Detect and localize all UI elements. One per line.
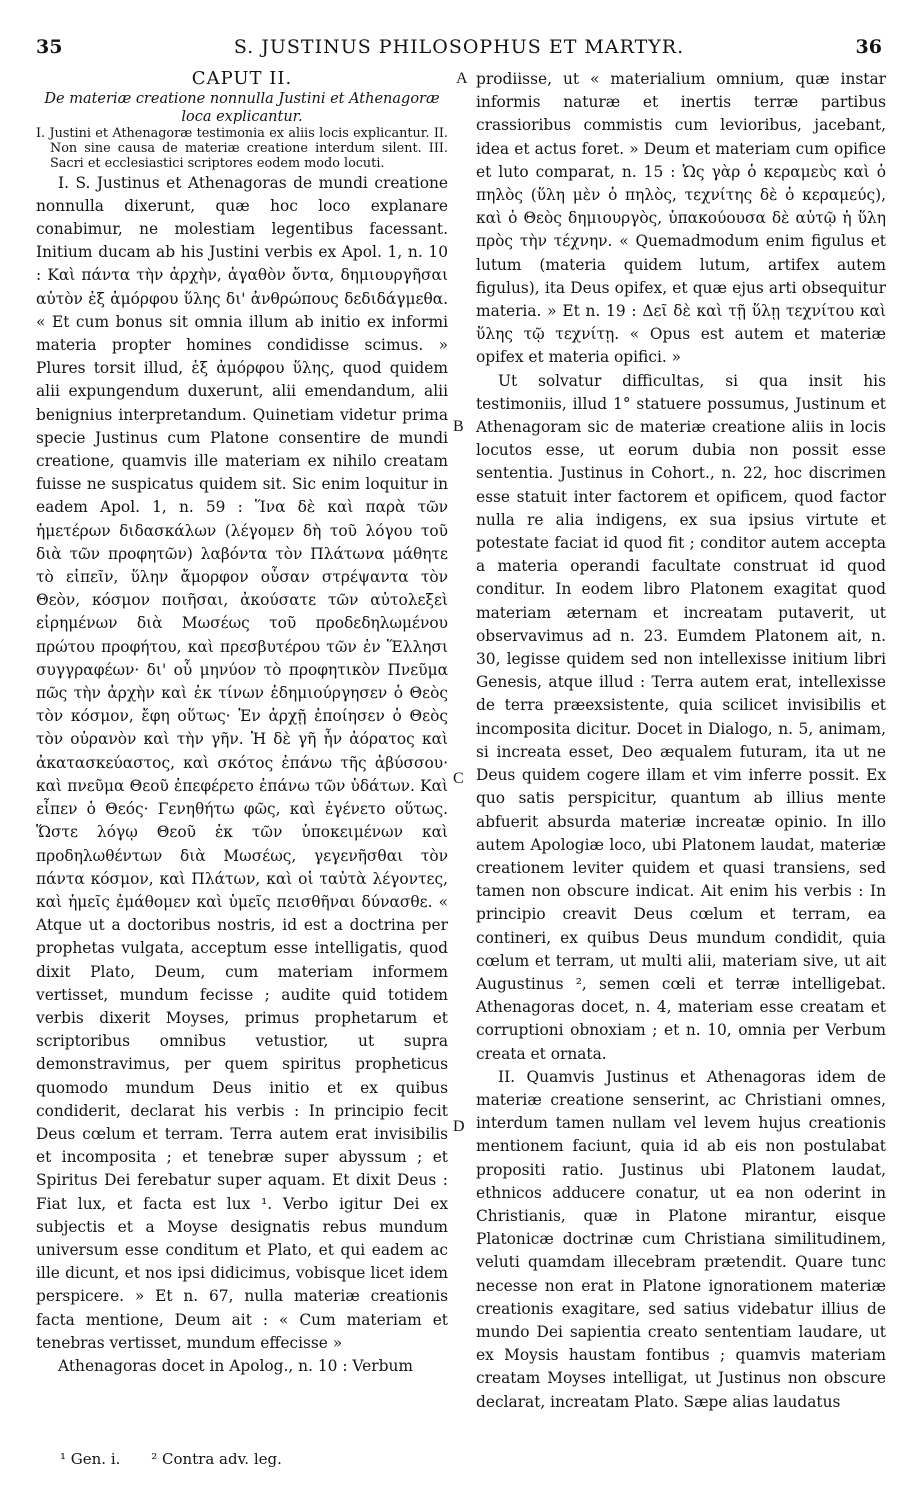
chapter-summary: I. Justini et Athenagoræ testimonia ex aliis locis explicantur. II. Non sine causa de materiæ creatione interdum silent. III. Sacri et ecclesiastici scriptores eodem modo locuti. bbox=[36, 126, 448, 172]
footnote: ² Contra adv. leg. bbox=[151, 1450, 282, 1468]
chapter-heading: CAPUT II. bbox=[191, 68, 293, 89]
left-page-number: 35 bbox=[36, 36, 63, 58]
chapter-subtitle: De materiæ creatione nonnulla Justini et Athenagoræ loca explicantur. bbox=[44, 91, 440, 125]
margin-letter-b: B bbox=[453, 418, 464, 435]
body-paragraph: I. S. Justinus et Athenagoras de mundi creatione nonnulla dixerunt, quæ hoc loco explanare conabimur, ne molestiam legentibus facessant. Initium ducam ab his Justini verbis ex Apol. 1, n. 10 : Καὶ πάντα τὴν ἀρχὴν, ἀγαθὸν ὄντα, δημιουργῆσαι αὐτὸν ἐξ ἀμόρφου ὕλης δι' ἀνθρώπους δεδιδάγμεθα. « Et cum bonus sit omnia illum ab initio ex informi materia propter homines condidisse scimus. » Plures torsit illud, ἐξ ἀμόρφου ὕλης, quod quidem alii expungendum duxerunt, alii emendandum, alii benignius interpretandum. Quinetiam videtur prima specie Justinus cum Platone consentire de mundi creatione, quamvis ille materiam ex nihilo creatam fuisse ne suspicatus quidem sit. Sic enim loquitur in eadem Apol. 1, n. 59 : Ἵνα δὲ καὶ παρὰ τῶν ἡμετέρων διδασκάλων (λέγομεν δὴ τοῦ λόγου τοῦ διὰ τῶν προφητῶν) λαβόντα τὸν Πλάτωνα μάθητε τὸ εἰπεῖν, ὕλην ἄμορφον οὖσαν στρέψαντα τὸν Θεὸν, κόσμον ποιῆσαι, ἀκούσατε τῶν αὐτολεξεὶ εἰρημένων διὰ Μωσέως τοῦ προδεδηλωμένου πρώτου προφήτου, καὶ πρεσβυτέρου τῶν ἐν Ἕλλησι συγγραφέων· δι' οὗ μηνύον τὸ προφητικὸν Πνεῦμα πῶς τὴν ἀρχὴν καὶ ἐκ τίνων ἐδημιούργησεν ὁ Θεὸς τὸν κόσμον, ἔφη οὕτως· Ἐν ἀρχῇ ἐποίησεν ὁ Θεὸς τὸν οὐρανὸν καὶ τὴν γῆν. Ἡ δὲ γῆ ἦν ἀόρατος καὶ ἀκατασκεύαστος, καὶ σκότος ἐπάνω τῆς ἀβύσσου· καὶ πνεῦμα Θεοῦ ἐπεφέρετο ἐπάνω τῶν ὑδάτων. Καὶ εἶπεν ὁ Θεός· Γενηθήτω φῶς, καὶ ἐγένετο οὕτως. Ὥστε λόγῳ Θεοῦ ἐκ τῶν ὑποκειμένων καὶ προδηλωθέντων διὰ Μωσέως, γεγενῆσθαι τὸν πάντα κόσμον, καὶ Πλάτων, καὶ οἱ ταὐτὰ λέγοντες, καὶ ἡμεῖς ἐμάθομεν καὶ ὑμεῖς πεισθῆναι δύνασθε. « Atque ut a doctoribus nostris, id est a doctrina per prophetas vulgata, acceptum esse intelligatis, quod dixit Plato, Deum, cum materiam informem vertisset, mundum fecisse ; audite quid totidem verbis dixerit Moyses, primus prophetarum et scriptoribus omnibus vetustior, ut supra demonstravimus, per quem spiritus propheticus quomodo mundum Deus initio et ex quibus condiderit, declarat his verbis : In principio fecit Deus cœlum et terram. Terra autem erat invisibilis et incomposita ; et tenebræ super abyssum ; et Spiritus Dei ferebatur super aquam. Et dixit Deus : Fiat lux, et facta est lux ¹. Verbo igitur Dei ex subjectis et a Moyse designatis rebus mundum universum esse conditum et Plato, et qui eadem ac ille dicunt, et nos ipsi didicimus, vobisque licet idem perspicere. » Et n. 67, nulla materiæ creationis facta mentione, Deum ait : « Cum materiam et tenebras vertisset, mundum effecisse » bbox=[36, 173, 448, 1352]
running-title: S. JUSTINUS PHILOSOPHUS ET MARTYR. bbox=[233, 36, 685, 58]
body-paragraph: Athenagoras docet in Apolog., n. 10 : Verbum bbox=[58, 1356, 413, 1375]
margin-letter-a: A bbox=[456, 70, 468, 87]
body-paragraph: Ut solvatur difficultas, si qua insit his testimoniis, illud 1° statuere possumus, Justinum et Athenagoram sic de materiæ creatione aliis in locis locutos esse, ut eorum dubia non possit esse sententia. Justinus in Cohort., n. 22, hoc discrimen esse statuit inter factorem et opificem, quod factor nulla re alia indigens, ex sua ipsius virtute et potestate faciat id quod fit ; conditor autem accepta a materia operandi facultate construat id quod conditur. In eodem libro Platonem exagitat quod materiam æternam et increatam putaverit, ut observavimus ad n. 23. Eumdem Platonem ait, n. 30, legisse quidem sed non intellexisse initium libri Genesis, atque illud : Terra autem erat, intellexisse de terra præexsistente, quia scilicet invisibilis et incomposita dicitur. Docet in Dialogo, n. 5, animam, si increata esset, Deo æqualem futuram, ita ut ne Deus quidem cogere illam et vim inferre possit. Ex quo satis perspicitur, quantum ab illius mente abfuerit absurda materiæ increatæ opinio. In illo autem Apologiæ loco, ubi Platonem laudat, materiæ creationem leviter quidem et quasi transiens, sed tamen non obscure indicat. Ait enim his verbis : In principio creavit Deus cœlum et terram, ea contineri, ex quibus Deus mundum condidit, quia cœlum et terram, ut multi alii, materiam sive, ut ait Augustinus ², semen cœli et terræ intelligebat. Athenagoras docet, n. 4, materiam esse creatam et corruptioni obnoxiam ; et n. 10, omnia per Verbum creata et ornata. bbox=[476, 371, 886, 1063]
footnote: ¹ Gen. i. bbox=[60, 1450, 121, 1468]
left-column bbox=[36, 68, 448, 1378]
margin-letter-c: C bbox=[453, 770, 464, 787]
right-column bbox=[476, 68, 886, 1414]
footnotes bbox=[60, 1450, 440, 1468]
body-paragraph: II. Quamvis Justinus et Athenagoras idem de materiæ creatione senserint, ac Christiani omnes, interdum tamen nullam vel levem hujus creationis mentionem faciunt, quia id ab eis non postulabat propositi ratio. Justinus ubi Platonem laudat, ethnicos adducere conatur, ut ea non oderint in Christianis, quæ in Platone mirantur, eisque Platonicæ doctrinæ cum Christiana similitudinem, veluti quamdam illecebram prætendit. Quare tunc necesse non erat in Platone ignorationem materiæ creationis exagitare, sed satius videbatur illius de mundo Dei sapientia creato sententiam laudare, ut ex Moysis haustam fontibus ; quamvis materiam creatam Moyses intelligat, ut Justinus non obscure declarat, increatam Plato. Sæpe alias laudatus bbox=[476, 1067, 886, 1411]
margin-letter-d: D bbox=[453, 1118, 465, 1135]
running-header bbox=[36, 36, 882, 58]
right-page-number: 36 bbox=[855, 36, 882, 58]
body-paragraph: prodiisse, ut « materialium omnium, quæ instar informis naturæ et inertis terræ partibus crassioribus commistis cum levioribus, jacebant, idea et actus foret. » Deum et materiam cum opifice et luto comparat, n. 15 : Ὡς γὰρ ὁ κεραμεὺς καὶ ὁ πηλὸς (ὕλη μὲν ὁ πηλὸς, τεχνίτης δὲ ὁ κεραμεύς), καὶ ὁ Θεὸς δημιουργὸς, ὑπακούουσα δὲ αὐτῷ ἡ ὕλη πρὸς τὴν τέχνην. « Quemadmodum enim figulus et lutum (materia quidem lutum, artifex autem figulus), ita Deus opifex, et quæ ejus arti obsequitur materia. » Et n. 19 : Δεῖ δὲ καὶ τῇ ὕλῃ τεχνίτου καὶ ὕλης τῷ τεχνίτῃ. « Opus est autem et materiæ opifex et materia opifici. » bbox=[476, 70, 886, 367]
